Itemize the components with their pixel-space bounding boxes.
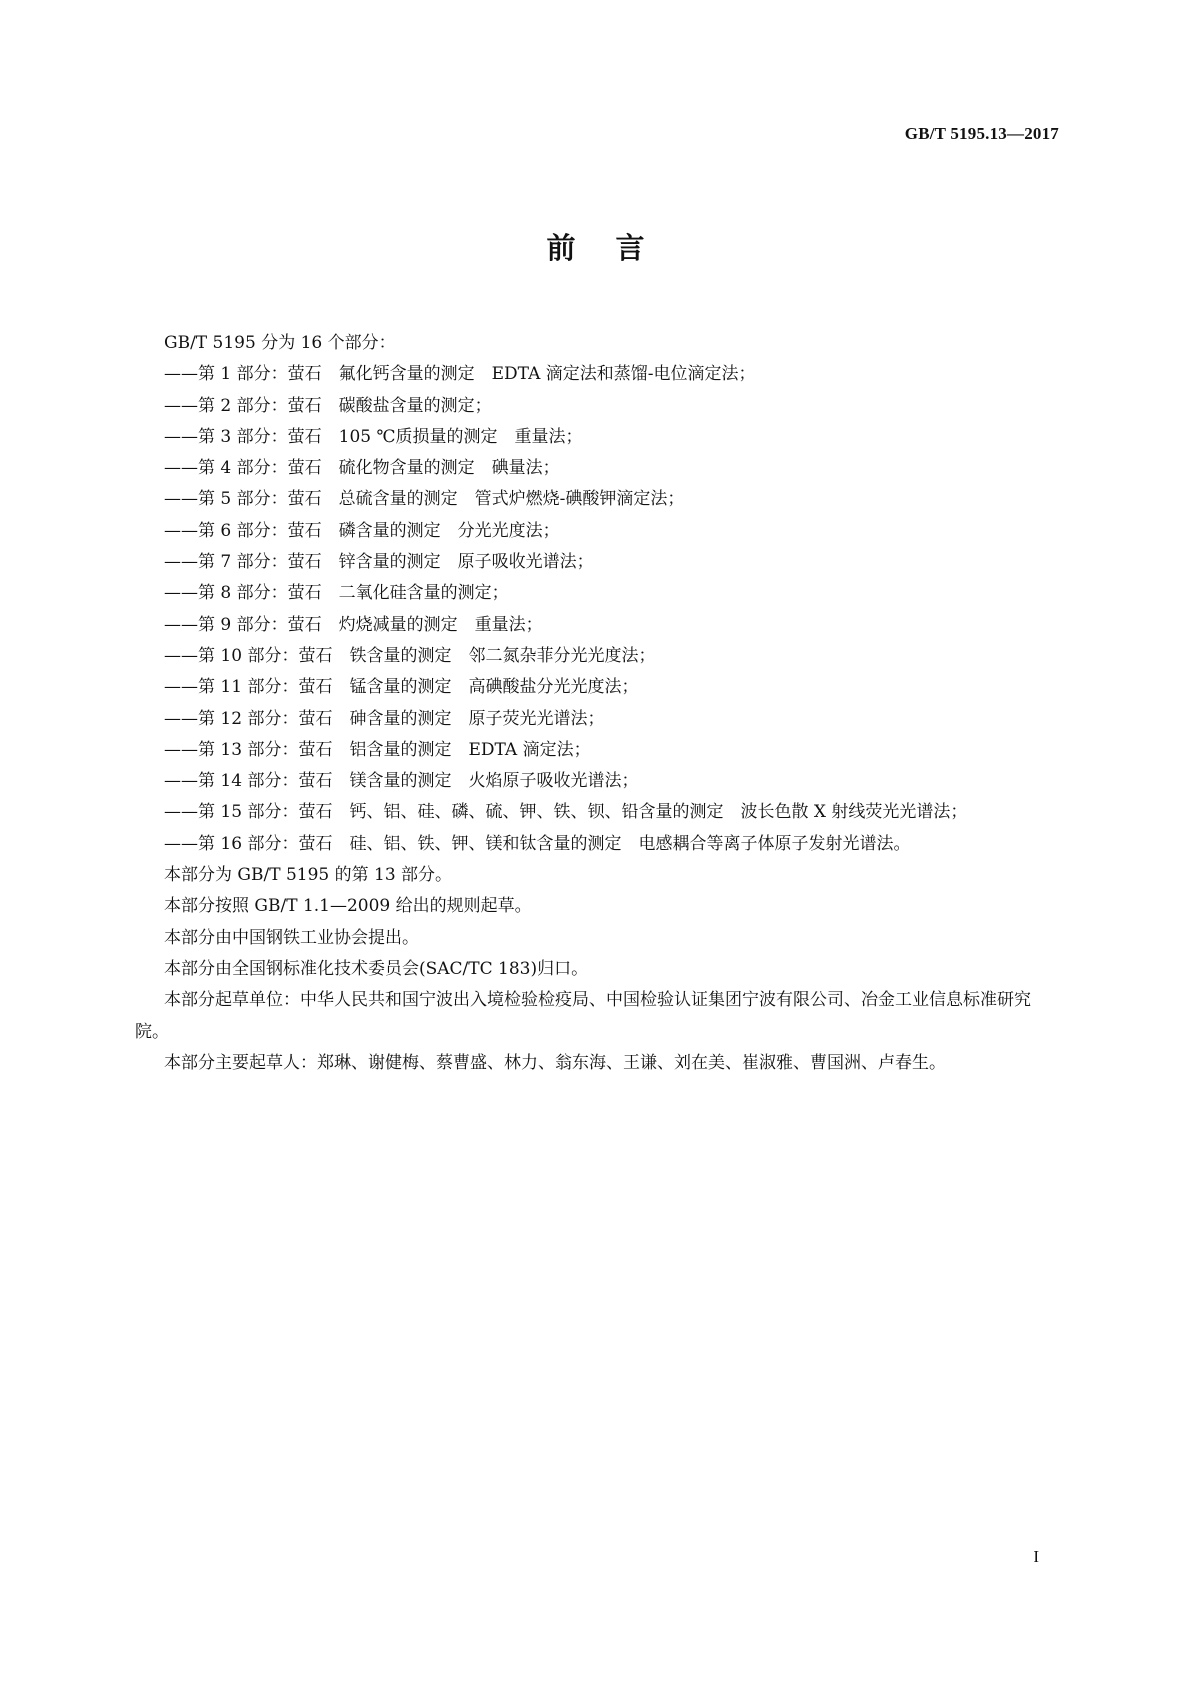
- part-list-item: ——第 10 部分：萤石 铁含量的测定 邻二氮杂菲分光光度法；: [164, 645, 656, 666]
- part-list-item: ——第 7 部分：萤石 锌含量的测定 原子吸收光谱法；: [164, 552, 594, 573]
- part-list-item: ——第 2 部分：萤石 碳酸盐含量的测定；: [164, 395, 492, 416]
- drafters-statement: 本部分主要起草人：郑琳、谢健梅、蔡曹盛、林力、翁东海、王谦、刘在美、崔淑雅、曹国洲、卢春生。: [164, 1052, 946, 1073]
- part-list-item: ——第 12 部分：萤石 砷含量的测定 原子荧光光谱法；: [164, 708, 605, 729]
- part-number-statement: 本部分为 GB/T 5195 的第 13 部分。: [164, 865, 453, 886]
- part-list-item: ——第 4 部分：萤石 硫化物含量的测定 碘量法；: [164, 458, 560, 479]
- part-list-item: ——第 3 部分：萤石 105 ℃质损量的测定 重量法；: [164, 426, 583, 447]
- part-list-item: ——第 6 部分：萤石 磷含量的测定 分光光度法；: [164, 520, 560, 541]
- standard-code: GB/T 5195.13—2017: [904, 124, 1059, 143]
- part-list-item: ——第 14 部分：萤石 镁含量的测定 火焰原子吸收光谱法；: [164, 771, 639, 792]
- part-list-item: ——第 9 部分：萤石 灼烧减量的测定 重量法；: [164, 614, 543, 635]
- proposed-by-statement: 本部分由中国钢铁工业协会提出。: [164, 927, 419, 948]
- intro-paragraph: GB/T 5195 分为 16 个部分：: [164, 333, 396, 353]
- part-list-item: ——第 15 部分：萤石 钙、铝、硅、磷、硫、钾、铁、钡、铅含量的测定 波长色散 X 射线荧光光谱法；: [164, 802, 968, 823]
- part-list-item: ——第 5 部分：萤石 总硫含量的测定 管式炉燃烧-碘酸钾滴定法；: [164, 489, 685, 510]
- part-list-item: ——第 1 部分：萤石 氟化钙含量的测定 EDTA 滴定法和蒸馏-电位滴定法；: [164, 364, 756, 385]
- page-title: 前言: [546, 231, 685, 265]
- drafting-rules-statement: 本部分按照 GB/T 1.1—2009 给出的规则起草。: [164, 896, 532, 917]
- part-list-item: ——第 16 部分：萤石 硅、铝、铁、钾、镁和钛含量的测定 电感耦合等离子体原子发射光谱法。: [164, 833, 911, 854]
- part-list-item: ——第 13 部分：萤石 铝含量的测定 EDTA 滴定法；: [164, 739, 591, 760]
- page-number: I: [1033, 1547, 1039, 1566]
- part-list-item: ——第 8 部分：萤石 二氧化硅含量的测定；: [164, 583, 509, 604]
- part-list-item: ——第 11 部分：萤石 锰含量的测定 高碘酸盐分光光度法；: [164, 677, 639, 698]
- centralized-by-statement: 本部分由全国钢标准化技术委员会(SAC/TC 183)归口。: [164, 958, 589, 979]
- foreword-body: [135, 328, 1064, 1079]
- drafting-units-statement: 本部分起草单位：中华人民共和国宁波出入境检验检疫局、中国检验认证集团宁波有限公司、冶金工业信息标准研究院。: [135, 990, 1031, 1042]
